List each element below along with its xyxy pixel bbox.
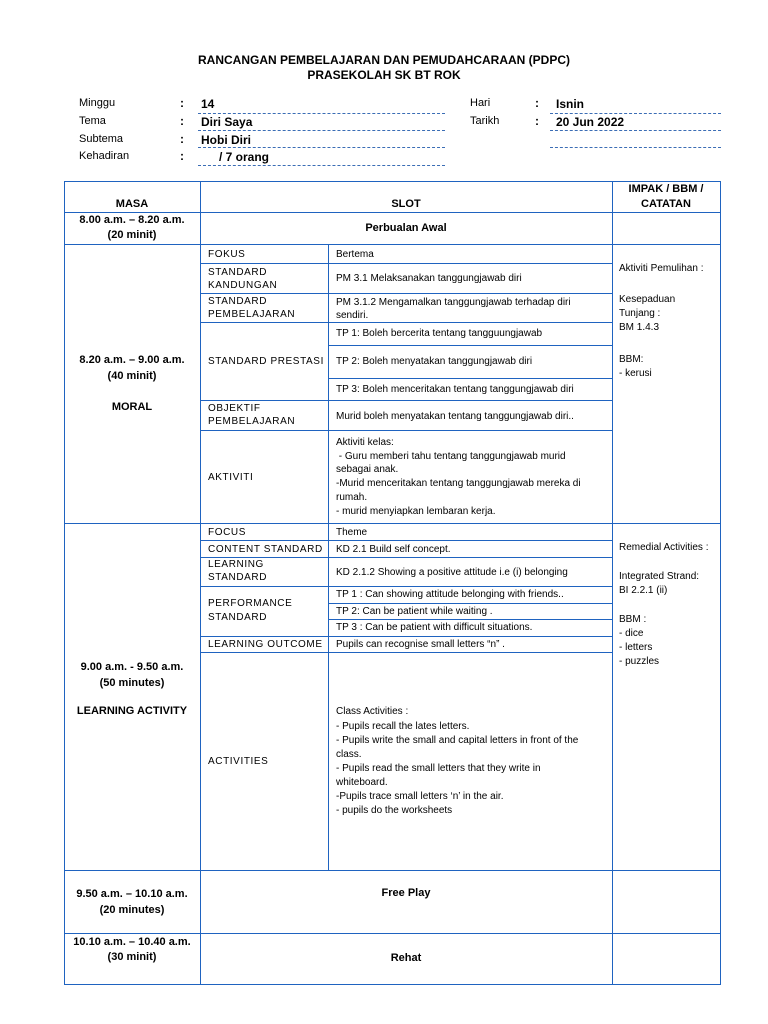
document-title: RANCANGAN PEMBELAJARAN DAN PEMUDAHCARAAN (PDPC) <box>198 53 570 67</box>
objektif-value: Murid boleh menyatakan tentang tanggungjawab diri.. <box>336 411 574 422</box>
learning-standard-value: KD 2.1.2 Showing a positive attitude i.e (i) belonging <box>336 567 568 578</box>
remark-line: Integrated Strand: <box>619 571 700 582</box>
header-catatan: CATATAN <box>641 198 691 210</box>
row-divider <box>200 263 612 264</box>
remark-line: - kerusi <box>619 368 652 379</box>
row-divider <box>200 400 612 401</box>
column-divider <box>200 181 201 985</box>
row-divider <box>200 636 612 637</box>
aktiviti-label: AKTIVITI <box>208 472 254 483</box>
remark-line: - letters <box>619 642 653 653</box>
objektif-label: PEMBELAJARAN <box>208 416 296 427</box>
remark-line: Kesepaduan <box>619 294 676 305</box>
remark-line: Aktiviti Pemulihan : <box>619 263 704 274</box>
standard-kandungan-label: STANDARD <box>208 267 268 278</box>
remark-line: Tunjang : <box>619 308 661 319</box>
header-masa: MASA <box>115 198 149 210</box>
aktiviti-line: -Murid menceritakan tentang tanggungjawab mereka di <box>336 478 581 489</box>
school-name: PRASEKOLAH SK BT ROK <box>307 68 461 82</box>
subject-title: MORAL <box>111 401 153 413</box>
content-standard-value: KD 2.1 Build self concept. <box>336 544 451 555</box>
underline <box>198 147 445 148</box>
underline <box>550 113 721 114</box>
row-divider <box>200 652 612 653</box>
colon: : <box>180 132 184 146</box>
activity-line: - Pupils read the small letters that they write in <box>336 763 541 774</box>
time-slot: 10.10 a.m. – 10.40 a.m. <box>73 936 191 948</box>
duration: (30 minit) <box>107 951 157 963</box>
activity-line: - pupils do the worksheets <box>336 805 453 816</box>
standard-pembelajaran-label: PEMBELAJARAN <box>208 309 296 320</box>
hari-value: Isnin <box>556 97 585 111</box>
tarikh-value: 20 Jun 2022 <box>556 115 625 129</box>
fokus-label: FOKUS <box>208 249 246 260</box>
tp-item: TP 1 : Can showing attitude belonging with friends.. <box>336 589 564 600</box>
learning-outcome-value: Pupils can recognise small letters “n” . <box>336 639 505 650</box>
row-divider <box>64 244 721 245</box>
underline <box>198 130 445 131</box>
tarikh-label: Tarikh <box>470 115 500 127</box>
row-divider <box>200 430 612 431</box>
aktiviti-line: - murid menyiapkan lembaran kerja. <box>336 506 496 517</box>
subtema-value: Hobi Diri <box>201 133 251 147</box>
row-divider <box>200 322 612 323</box>
activity-line: class. <box>336 749 362 760</box>
tp-item: TP 3: Boleh menceritakan tentang tanggungjawab diri <box>336 384 574 395</box>
duration: (20 minutes) <box>99 904 165 916</box>
time-slot: 9.00 a.m. - 9.50 a.m. <box>80 661 184 673</box>
colon: : <box>180 149 184 163</box>
activity-line: - Pupils write the small and capital letters in front of the <box>336 735 579 746</box>
colon: : <box>180 114 184 128</box>
colon: : <box>535 114 539 128</box>
time-slot: 8.00 a.m. – 8.20 a.m. <box>79 214 185 226</box>
row-divider <box>328 378 612 379</box>
colon: : <box>535 96 539 110</box>
header-slot: SLOT <box>391 198 421 210</box>
row-divider <box>64 870 721 871</box>
time-slot: 8.20 a.m. – 9.00 a.m. <box>79 354 185 366</box>
row-divider <box>200 586 612 587</box>
standard-pembelajaran-label: STANDARD <box>208 296 268 307</box>
focus-value: Theme <box>336 527 368 538</box>
header-impak: IMPAK / BBM / <box>628 183 704 195</box>
performance-standard-label: STANDARD <box>208 612 268 623</box>
remark-line: Remedial Activities : <box>619 542 709 553</box>
subject-title: LEARNING ACTIVITY <box>76 705 188 717</box>
tema-value: Diri Saya <box>201 115 253 129</box>
row-divider <box>200 540 612 541</box>
remark-line: BI 2.2.1 (ii) <box>619 585 668 596</box>
activity-line: - Pupils recall the lates letters. <box>336 721 470 732</box>
performance-standard-label: PERFORMANCE <box>208 598 293 609</box>
underline <box>198 113 445 114</box>
duration: (20 minit) <box>107 229 157 241</box>
column-divider <box>612 181 613 985</box>
remark-line: - puzzles <box>619 656 660 667</box>
hari-label: Hari <box>470 97 491 109</box>
learning-standard-label: LEARNING <box>208 559 264 570</box>
time-slot: 9.50 a.m. – 10.10 a.m. <box>76 888 188 900</box>
standard-pembelajaran-value: sendiri. <box>336 310 369 321</box>
table-border-left <box>64 181 65 985</box>
activity-line: -Pupils trace small letters ‘n’ in the air. <box>336 791 504 802</box>
minggu-label: Minggu <box>79 97 116 109</box>
slot-title: Perbualan Awal <box>365 222 447 234</box>
row-divider <box>64 933 721 934</box>
underline <box>550 130 721 131</box>
activity-line: Class Activities : <box>336 706 409 717</box>
tema-label: Tema <box>79 115 106 127</box>
subtema-label: Subtema <box>79 133 124 145</box>
duration: (40 minit) <box>107 370 157 382</box>
underline <box>198 165 445 166</box>
aktiviti-line: rumah. <box>336 492 368 503</box>
aktiviti-line: - Guru memberi tahu tentang tanggungjawab murid <box>336 451 566 462</box>
fokus-value: Bertema <box>336 249 374 260</box>
table-border-right <box>720 181 721 985</box>
activities-label: ACTIVITIES <box>208 756 269 767</box>
row-divider <box>64 523 721 524</box>
colon: : <box>180 96 184 110</box>
kehadiran-value: / 7 orang <box>219 150 270 164</box>
slot-title: Rehat <box>390 952 422 964</box>
learning-standard-label: STANDARD <box>208 572 268 583</box>
minggu-value: 14 <box>201 97 215 111</box>
learning-outcome-label: LEARNING OUTCOME <box>208 639 323 650</box>
remark-line: BBM : <box>619 614 647 625</box>
content-standard-label: CONTENT STANDARD <box>208 544 323 555</box>
row-divider <box>328 345 612 346</box>
tp-item: TP 1: Boleh bercerita tentang tangguungjawab <box>336 328 543 339</box>
activity-line: whiteboard. <box>336 777 388 788</box>
objektif-label: OBJEKTIF <box>208 403 261 414</box>
focus-label: FOCUS <box>208 527 246 538</box>
tp-item: TP 2: Boleh menyatakan tanggungjawab diri <box>336 356 533 367</box>
tp-item: TP 3 : Can be patient with difficult situations. <box>336 622 533 633</box>
remark-line: BM 1.4.3 <box>619 322 660 333</box>
underline <box>550 147 721 148</box>
duration: (50 minutes) <box>99 677 165 689</box>
remark-line: - dice <box>619 628 644 639</box>
kehadiran-label: Kehadiran <box>79 150 130 162</box>
tp-item: TP 2: Can be patient while waiting . <box>336 606 493 617</box>
row-divider <box>328 603 612 604</box>
row-divider <box>200 293 612 294</box>
remark-line: BBM: <box>619 354 644 365</box>
standard-prestasi-label: STANDARD PRESTASI <box>208 356 324 367</box>
standard-kandungan-label: KANDUNGAN <box>208 280 278 291</box>
slot-title: Free Play <box>381 887 431 899</box>
aktiviti-line: Aktiviti kelas: <box>336 437 394 448</box>
standard-pembelajaran-value: PM 3.1.2 Mengamalkan tanggungjawab terhadap diri <box>336 297 571 308</box>
standard-kandungan-value: PM 3.1 Melaksanakan tanggungjawab diri <box>336 273 522 284</box>
aktiviti-line: sebagai anak. <box>336 464 399 475</box>
row-divider <box>328 619 612 620</box>
table-border-bottom <box>64 984 721 985</box>
